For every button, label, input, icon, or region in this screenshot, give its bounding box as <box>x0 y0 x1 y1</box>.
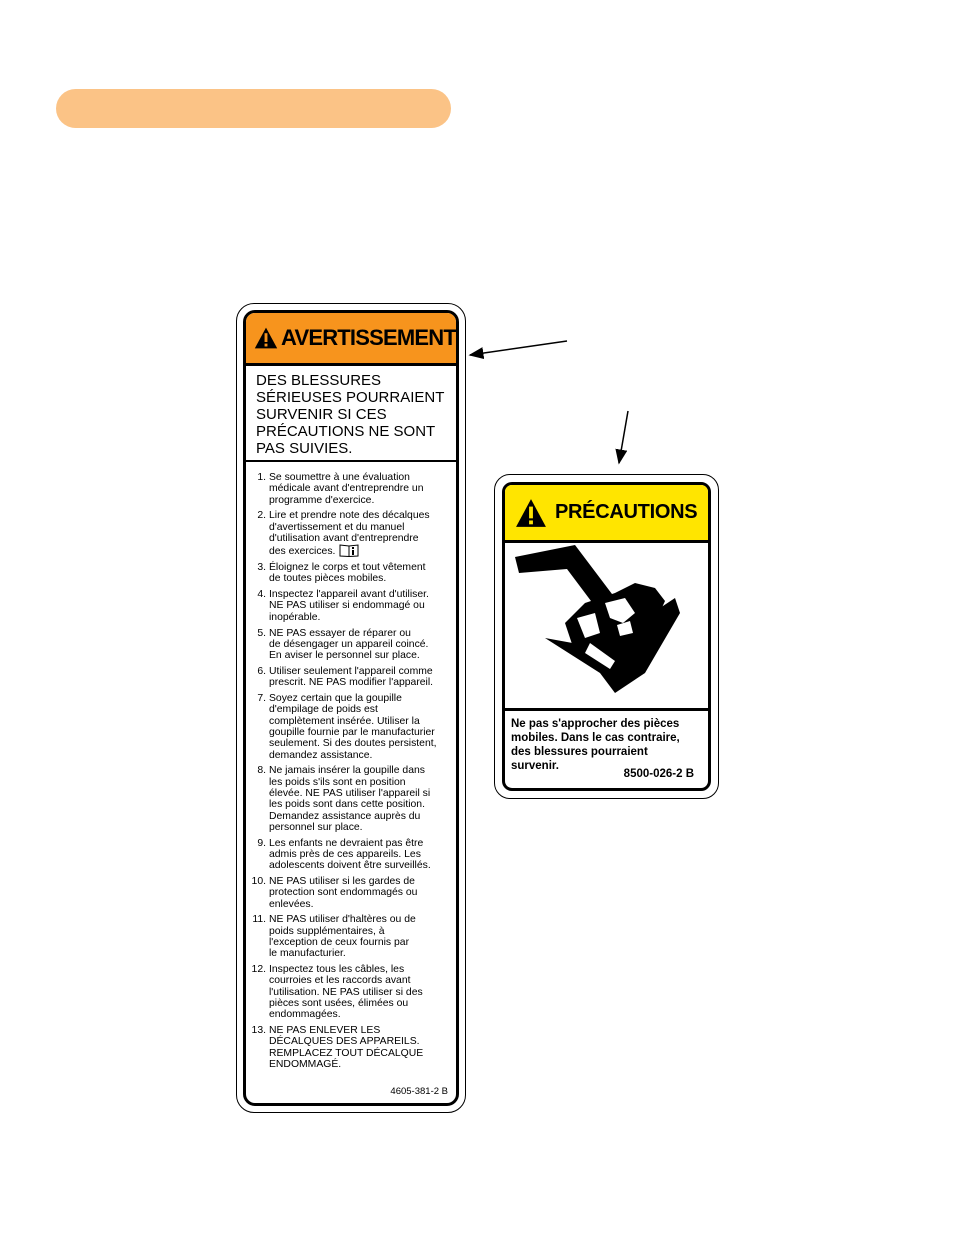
warning-item-line-text: d'empilage de poids est <box>269 704 378 716</box>
warning-item-line-text: Inspectez l'appareil avant d'utiliser. <box>269 589 429 601</box>
warning-label-code: 4605-381-2 B <box>390 1086 448 1097</box>
warning-item-line-text: DÉCALQUES DES APPAREILS. <box>269 1036 420 1048</box>
warning-item-line-text: Les enfants ne devraient pas être <box>269 837 424 849</box>
warning-item-number: 8. <box>257 765 266 777</box>
caution-label-header <box>505 485 708 543</box>
caution-label-border <box>502 482 711 791</box>
warning-item-line-text: enlevées. <box>269 898 314 910</box>
warning-item-line-text: NE PAS ENLEVER LES <box>269 1025 381 1037</box>
warning-item-line-text: complètement insérée. Utiliser la <box>269 715 420 727</box>
warning-item-line-text: Lire et prendre note des décalques <box>269 510 430 522</box>
warning-item-line-text: personnel sur place. <box>269 821 363 833</box>
warning-subtitle-line: DES BLESSURES <box>256 372 382 389</box>
warning-item-number: 2. <box>257 510 266 522</box>
caution-text-line: mobiles. Dans le cas contraire, <box>511 732 680 744</box>
caution-text-line: Ne pas s'approcher des pièces <box>511 718 680 730</box>
warning-item-line-text: l'utilisation. NE PAS utiliser si des <box>269 986 423 998</box>
warning-item-number: 9. <box>257 837 266 849</box>
warning-item-number: 5. <box>257 627 266 639</box>
caution-title: PRÉCAUTIONS <box>555 501 698 523</box>
warning-item-line-text: prescrit. NE PAS modifier l'appareil. <box>269 677 434 689</box>
warning-item-line-text: NE PAS utiliser d'haltères ou de <box>269 914 416 926</box>
caution-label-code: 8500-026-2 B <box>623 768 694 780</box>
warning-item-line-text: pièces sont usées, élimées ou <box>269 997 409 1009</box>
warning-item-number: 6. <box>257 665 266 677</box>
warning-item-line-text: des exercices. <box>269 546 336 558</box>
caution-text-line: des blessures pourraient <box>511 746 648 758</box>
warning-item-line-text: REMPLACEZ TOUT DÉCALQUE <box>269 1047 424 1059</box>
caution-text <box>505 711 708 773</box>
warning-item-line-text: ENDOMMAGÉ. <box>269 1058 342 1070</box>
warning-item-number: 11. <box>252 914 266 926</box>
warning-item-line-text: Soyez certain que la goupille <box>269 693 402 705</box>
warning-item-number: 13. <box>251 1025 266 1037</box>
warning-triangle-icon <box>515 497 547 529</box>
warning-item-line-text: goupille fournie par le manufacturier <box>269 726 435 738</box>
warning-item-line-text: En aviser le personnel sur place. <box>269 650 420 662</box>
warning-item-line-text: poids supplémentaires, à <box>269 925 385 937</box>
arrow-to-warning-label <box>470 341 567 355</box>
warning-subtitle-line: PRÉCAUTIONS NE SONT <box>256 423 436 440</box>
warning-item-number: 3. <box>257 562 266 574</box>
caution-label <box>494 474 719 799</box>
warning-item-line-text: admis près de ces appareils. Les <box>269 848 421 860</box>
warning-item-line-text: le manufacturier. <box>269 948 346 960</box>
warning-item-line-text: programme d'exercice. <box>269 494 375 506</box>
warning-item-line-text: NE PAS essayer de réparer ou <box>269 627 411 639</box>
arrow-to-caution-label <box>619 411 628 463</box>
warning-item-line-text: NE PAS utiliser si les gardes de <box>269 876 415 887</box>
warning-item-line-text: demandez assistance. <box>269 749 373 761</box>
warning-item-line-text: Inspectez tous les câbles, les <box>269 964 405 976</box>
warning-item-line-text: courroies et les raccords avant <box>269 975 411 987</box>
warning-item-line-text: Demandez assistance auprès du <box>269 810 421 822</box>
warning-item-line-text: l'exception de ceux fournis par <box>269 936 410 948</box>
warning-item-number: 7. <box>257 693 266 705</box>
caution-text-line: survenir. <box>511 760 559 772</box>
warning-item-number: 10. <box>251 876 266 887</box>
warning-item-number: 12. <box>251 964 266 976</box>
warning-item-line-text: d'utilisation avant d'entreprendre <box>269 532 419 544</box>
warning-item-line-text: les poids s'ils sont en position <box>269 776 406 788</box>
hand-pinch-hazard-icon <box>505 543 708 711</box>
warning-subtitle-line: SÉRIEUSES POURRAIENT <box>256 389 445 406</box>
warning-item-line-text: Ne jamais insérer la goupille dans <box>269 765 425 777</box>
warning-item-line-text: protection sont endommagés ou <box>269 887 418 899</box>
warning-item-line-text: de désengager un appareil coincé. <box>269 638 429 650</box>
warning-item-line-text: inopérable. <box>269 611 321 623</box>
warning-item-number: 4. <box>257 589 266 601</box>
warning-item-line-text: d'avertissement et du manuel <box>269 521 405 533</box>
warning-item-line-text: médicale avant d'entreprendre un <box>269 483 424 495</box>
warning-title: AVERTISSEMENT <box>281 325 456 350</box>
warning-item-line-text: élevée. NE PAS utiliser l'appareil si <box>269 787 431 799</box>
warning-item-line-text: Se soumettre à une évaluation <box>269 472 410 483</box>
warning-item-line-text: adolescents doivent être surveillés. <box>269 860 431 872</box>
warning-item-line-text: NE PAS utiliser si endommagé ou <box>269 600 425 612</box>
warning-item-line-text: seulement. Si des doutes persistent, <box>269 738 437 750</box>
warning-item-line-text: de toutes pièces mobiles. <box>269 573 387 585</box>
warning-item-number: 1. <box>257 472 266 483</box>
warning-item-line-text: Utiliser seulement l'appareil comme <box>269 665 433 677</box>
warning-subtitle-line: SURVENIR SI CES <box>256 406 387 423</box>
warning-subtitle-line: PAS SUIVIES. <box>256 440 353 457</box>
warning-item-line-text: endommagées. <box>269 1009 341 1021</box>
warning-item-line-text: les poids sont dans cette position. <box>269 799 425 811</box>
warning-item-line-text: Éloignez le corps et tout vêtement <box>269 562 426 574</box>
